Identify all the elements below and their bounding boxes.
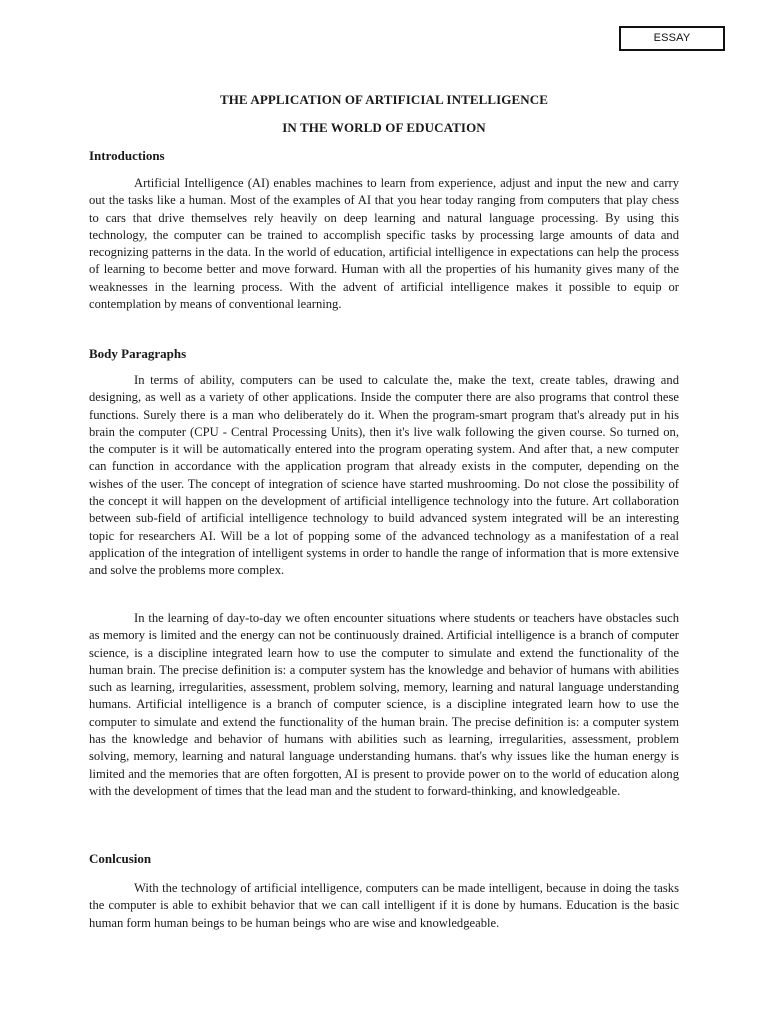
introduction-paragraph: Artificial Intelligence (AI) enables machines to learn from experience, adjust and input the new and carry out the tasks like a human. Most of the examples of AI that you hear today ranging from computers that play chess to cars that drive themselves rely heavily on deep learning and natural language processing. By using this technology, the computer can be trained to accomplish specific tasks by processing large amounts of data and recognizing patterns in the data. In the world of education, artificial intelligence in expectations can help the process of learning to become better and move forward. Human with all the properties of his humanity gives many of the weaknesses in the learning process. With the advent of artificial intelligence makes it possible to equip or contemplation by means of conventional learning. bbox=[89, 176, 679, 312]
title-line-1: THE APPLICATION OF ARTIFICIAL INTELLIGENCE bbox=[219, 92, 549, 107]
conclusion-paragraph: With the technology of artificial intelligence, computers can be made intelligent, because in doing the tasks the computer is able to exhibit behavior that we can call intelligent if it is done by humans. Education is the basic human form human beings to be human beings who are wise and knowledgeable. bbox=[89, 881, 679, 930]
body-paragraph-2: In the learning of day-to-day we often encounter situations where students or teachers have obstacles such as memory is limited and the energy can not be continuously drained. Artificial intelligence is a branch of computer science, is a discipline integrated learn how to use the computer to simulate and extend the functionality of the human brain. The precise definition is: a computer system has the knowledge and behavior of humans with abilities such as learning, irregularities, assessment, problem solving, memory, learning and natural language understanding humans. Artificial intelligence is a branch of computer science, is a discipline integrated learn how to use the computer to simulate and extend the functionality of the human brain. The precise definition is: a computer system has the knowledge and behavior of humans with abilities such as learning, irregularities, assessment, problem solving, memory, learning and natural language understanding humans. that's why issues like the human energy is limited and the memories that are often forgotten, AI is present to provide power on to the world of education along with the development of times that the lead man and the student to forward-thinking, and knowledgeable. bbox=[89, 611, 679, 798]
essay-label-box: ESSAY bbox=[619, 26, 725, 51]
title-line-2: IN THE WORLD OF EDUCATION bbox=[282, 120, 486, 135]
introduction-heading: Introductions bbox=[89, 148, 165, 163]
body-paragraph-1: In terms of ability, computers can be used to calculate the, make the text, create tables, drawing and designing, as well as a variety of other applications. Inside the computer there are also programs that control these functions. Surely there is a man who deliberately do it. When the program-smart program that's already put in his brain the computer (CPU - Central Processing Units), then it's live walk following the given course. So turned on, the computer is it will be automatically entered into the program operating system. And after that, a new computer can function in accordance with the application program that already exists in the computer, depending on the wishes of the user. The concept of integration of science have started mushrooming. Do not close the possibility of the concept it will happen on the development of artificial intelligence technology into the future. Art collaboration between sub-field of artificial intelligence technology to build advanced system integrated will be an interesting topic for researchers AI. Will be a lot of popping some of the advanced technology as a manifestation of a real application of the integration of intelligent systems in order to handle the range of information that is more extensive and solve the problems more complex. bbox=[89, 373, 679, 578]
body-heading: Body Paragraphs bbox=[89, 346, 187, 361]
conclusion-heading: Conlcusion bbox=[89, 851, 152, 866]
